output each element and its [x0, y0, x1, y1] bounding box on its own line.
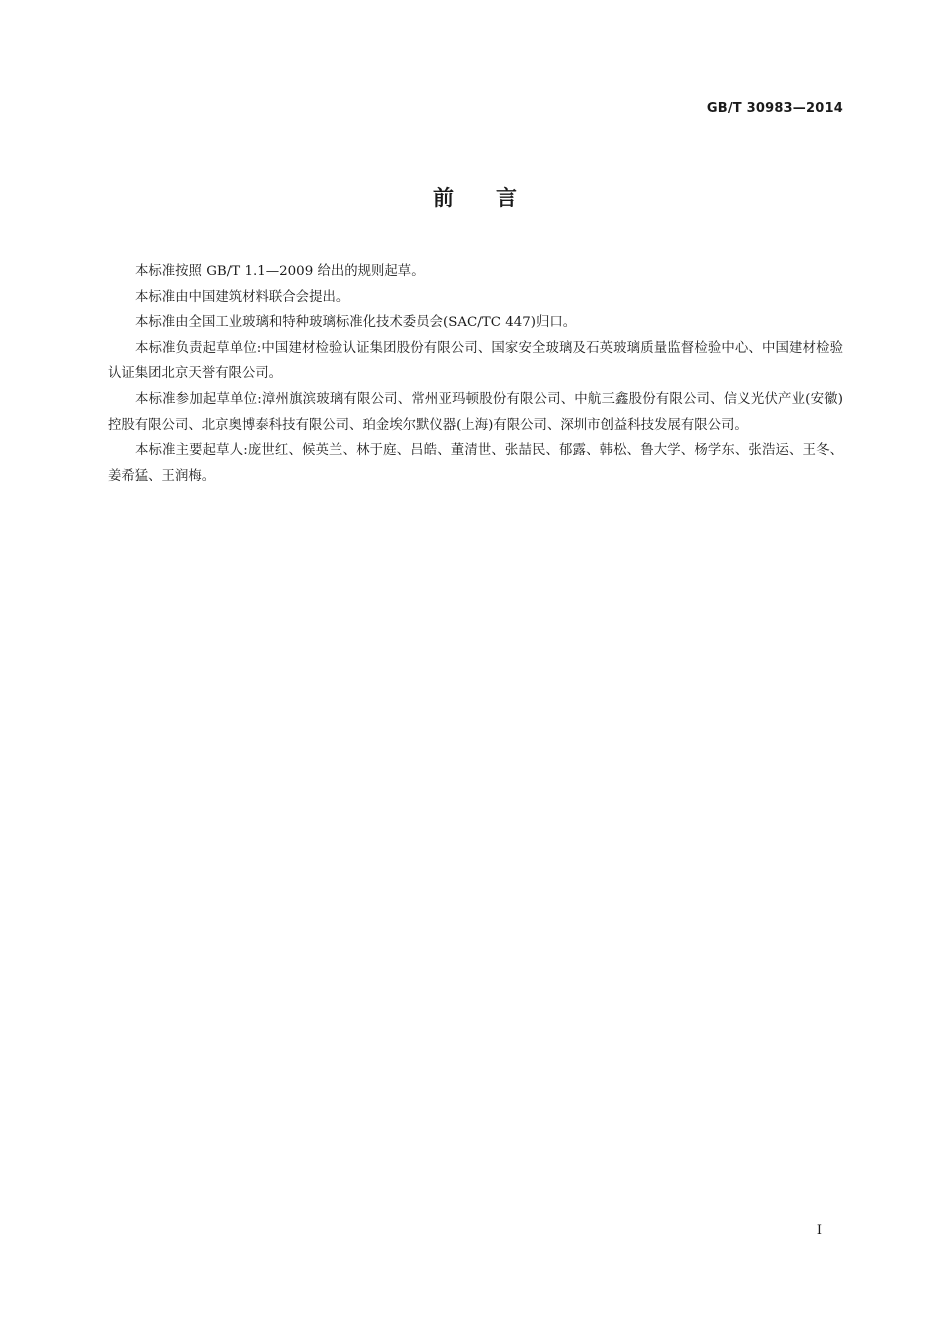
paragraph-participating-drafters: 本标准参加起草单位:漳州旗滨玻璃有限公司、常州亚玛顿股份有限公司、中航三鑫股份有限公司、信义光伏产业(安徽)控股有限公司、北京奥博泰科技有限公司、珀金埃尔默仪器(上海)有限公司、深圳市创益科技发展有限公司。	[108, 391, 843, 433]
paragraph-lead-drafters: 本标准负责起草单位:中国建材检验认证集团股份有限公司、国家安全玻璃及石英玻璃质量监督检验中心、中国建材检验认证集团北京天誉有限公司。	[108, 340, 843, 382]
paragraph-proposer: 本标准由中国建筑材料联合会提出。	[135, 289, 350, 305]
paragraph-drafting-rules: 本标准按照 GB/T 1.1—2009 给出的规则起草。	[135, 264, 425, 279]
page-title: 前言	[433, 186, 559, 210]
standard-code: GB/T 30983—2014	[706, 101, 843, 116]
foreword-body	[108, 259, 843, 489]
page-number: I	[816, 1223, 822, 1238]
paragraph-main-drafters: 本标准主要起草人:庞世红、候英兰、林于庭、吕皓、董清世、张喆民、郁露、韩松、鲁大学、杨学东、张浩运、王冬、姜希猛、王润梅。	[108, 443, 843, 484]
paragraph-committee: 本标准由全国工业玻璃和特种玻璃标准化技术委员会(SAC/TC 447)归口。	[135, 315, 577, 331]
